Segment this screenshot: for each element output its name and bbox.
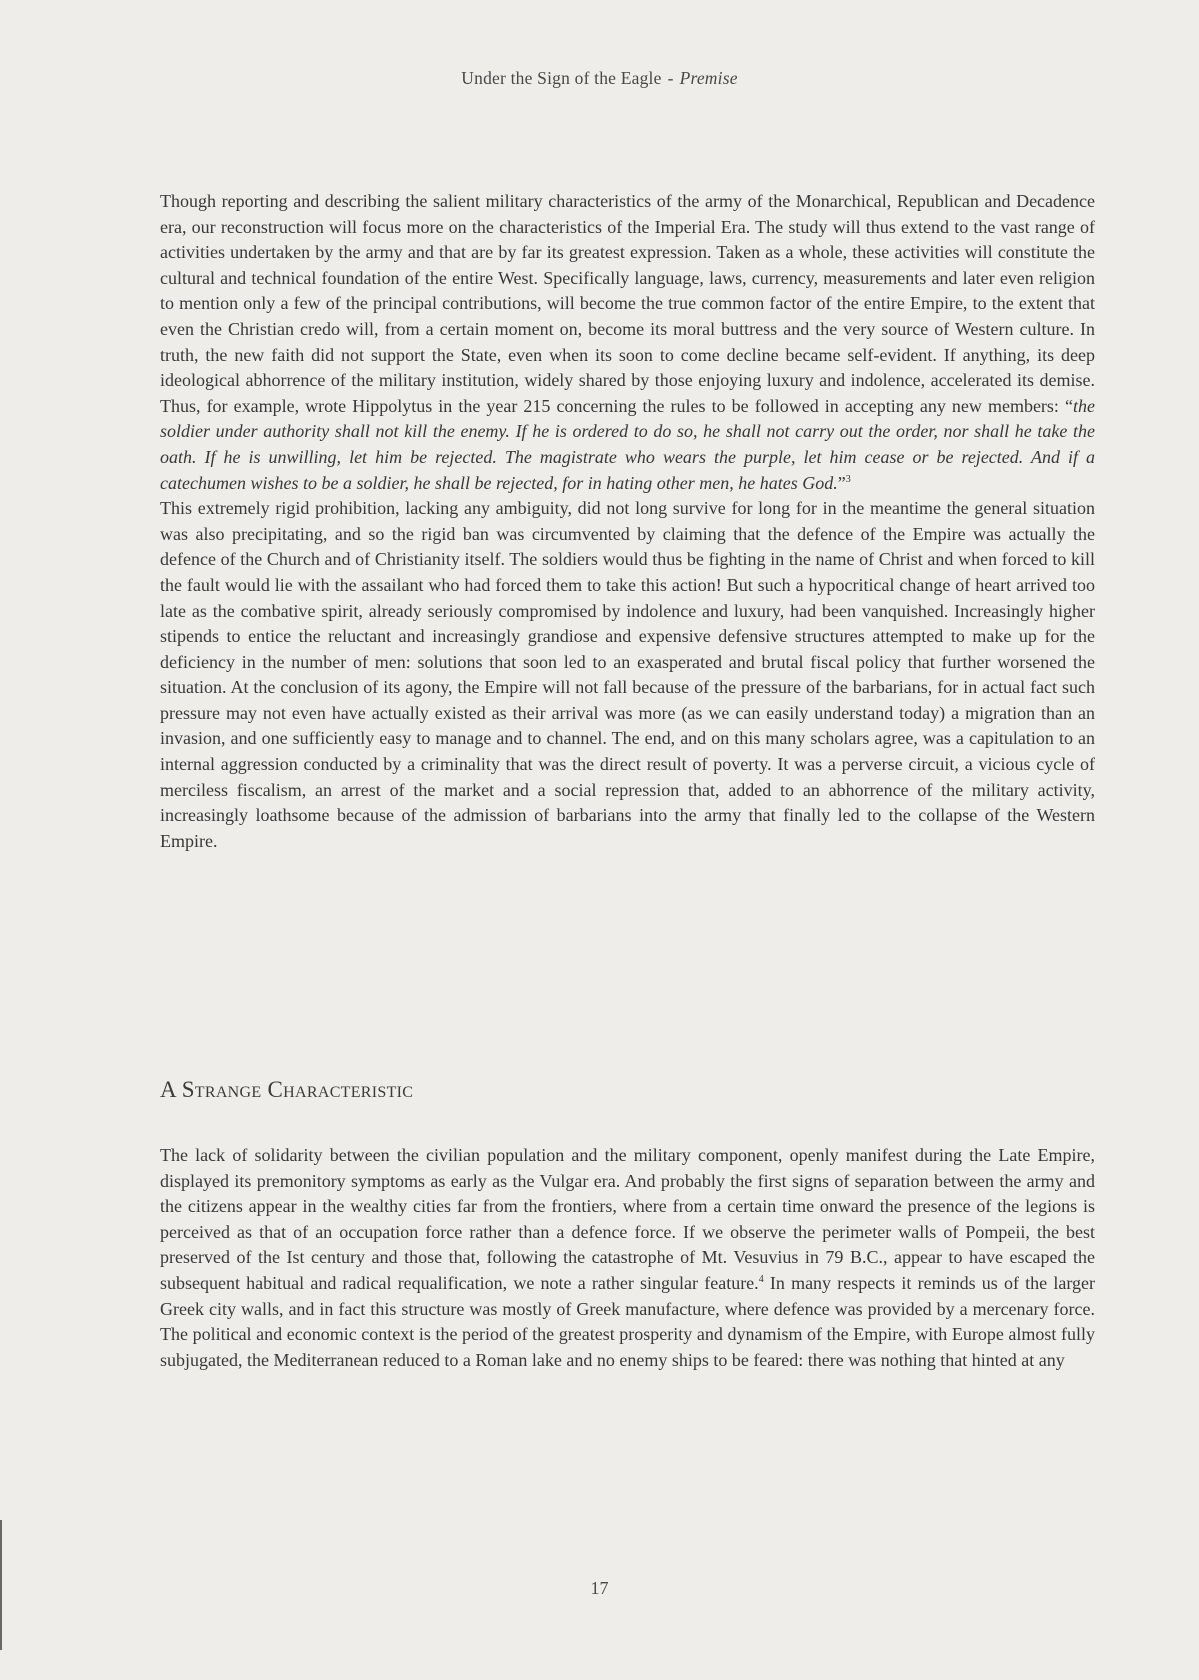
paragraph-3 xyxy=(160,1143,1095,1373)
header-section: Premise xyxy=(679,68,738,88)
quote-close: ” xyxy=(837,472,846,493)
paragraph-2: This extremely rigid prohibition, lacking any ambiguity, did not long survive for long for in the meantime the general situation was also precipitating, and so the rigid ban was circumvented by claiming that the defence of the Empire was actually the defence of the Church and of Christianity itself. The soldiers would thus be fighting in the name of Christ and when forced to kill the fault would lie with the assailant who had forced them to take this action! But such a hypocritical change of heart arrived too late as the combative spirit, already seriously compromised by indolence and luxury, had been vanquished. Increasingly higher stipends to entice the reluctant and increasingly grandiose and expensive defensive structures attempted to make up for the deficiency in the number of men: solutions that soon led to an exasperated and brutal fiscal policy that further worsened the situation. At the conclusion of its agony, the Empire will not fall because of the pressure of the barbarians, for in actual fact such pressure may not even have actually existed as their arrival was more (as we can easily understand today) a migration than an invasion, and one sufficiently easy to manage and to channel. The end, and on this many scholars agree, was a capitulation to an internal aggression conducted by a criminality that was the direct result of poverty. It was a perverse circuit, a vicious cycle of merciless fiscalism, an arrest of the market and a social repression that, added to an abhorrence of the military activity, increasingly loathsome because of the admission of barbarians into the army that finally led to the collapse of the Western Empire. xyxy=(160,498,1095,851)
page-number: 17 xyxy=(590,1578,609,1598)
footnote-ref-3[interactable]: 3 xyxy=(845,473,851,485)
paragraph-1 xyxy=(160,189,1095,496)
book-title: Under the Sign of the Eagle xyxy=(461,68,662,88)
main-text xyxy=(160,189,1095,854)
paragraph-1-text: Though reporting and describing the salient military characteristics of the army of the Monarchical, Republican and Decadence era, our reconstruction will focus more on the characteristics of the Imperial Era. The study will thus extend to the vast range of activities undertaken by the army and that are by far its greatest expression. Taken as a whole, these activities will constitute the cultural and technical foundation of the entire West. Specifically language, laws, currency, measurements and later even religion to mention only a few of the principal contributions, will become the true common factor of the entire Empire, to the extent that even the Christian credo will, from a certain moment on, become its moral buttress and the very source of Western culture. In truth, the new faith did not support the State, even when its soon to come decline became self-evident. If anything, its deep ideological abhorrence of the military institution, widely shared by those enjoying luxury and indolence, accelerated its demise. Thus, for example, wrote Hippolytus in the year 215 concerning the rules to be followed in accepting any new members: “ xyxy=(160,191,1095,416)
section-heading: A Strange Characteristic xyxy=(160,1077,414,1102)
footnote-ref-4[interactable]: 4 xyxy=(758,1273,764,1285)
hippolytus-quote: the soldier under authority shall not kill the enemy. If he is ordered to do so, he shall not carry out the order, nor shall he take the oath. If he is unwilling, let him be rejected. The magistrate who wears the purple, let him cease or be rejected. And if a catechumen wishes to be a soldier, he shall be rejected, for in hating other men, he hates God. xyxy=(160,395,1095,493)
paragraph-3-text-a: The lack of solidarity between the civilian population and the military component, openly manifest during the Late Empire, displayed its premonitory symptoms as early as the Vulgar era. And probably the first signs of separation between the army and the citizens appear in the wealthy cities far from the frontiers, where from a certain time onward the presence of the legions is perceived as that of an occupation force rather than a defence force. If we observe the perimeter walls of Pompeii, the best preserved of the Ist century and those that, following the catastrophe of Mt. Vesuvius in 79 B.C., appear to have escaped the subsequent habitual and radical requalification, we note a rather singular feature. xyxy=(160,1145,1095,1293)
section-text xyxy=(160,1143,1095,1373)
paragraph-3-text-b: In many respects it reminds us of the larger Greek city walls, and in fact this structure was mostly of Greek manufacture, where defence was provided by a mercenary force. The political and economic context is the period of the greatest prosperity and dynamism of the Empire, with Europe almost fully subjugated, the Mediterranean reduced to a Roman lake and no enemy ships to be feared: there was nothing that hinted at any xyxy=(160,1272,1095,1370)
header-separator: - xyxy=(667,68,674,88)
running-header xyxy=(0,68,1199,89)
